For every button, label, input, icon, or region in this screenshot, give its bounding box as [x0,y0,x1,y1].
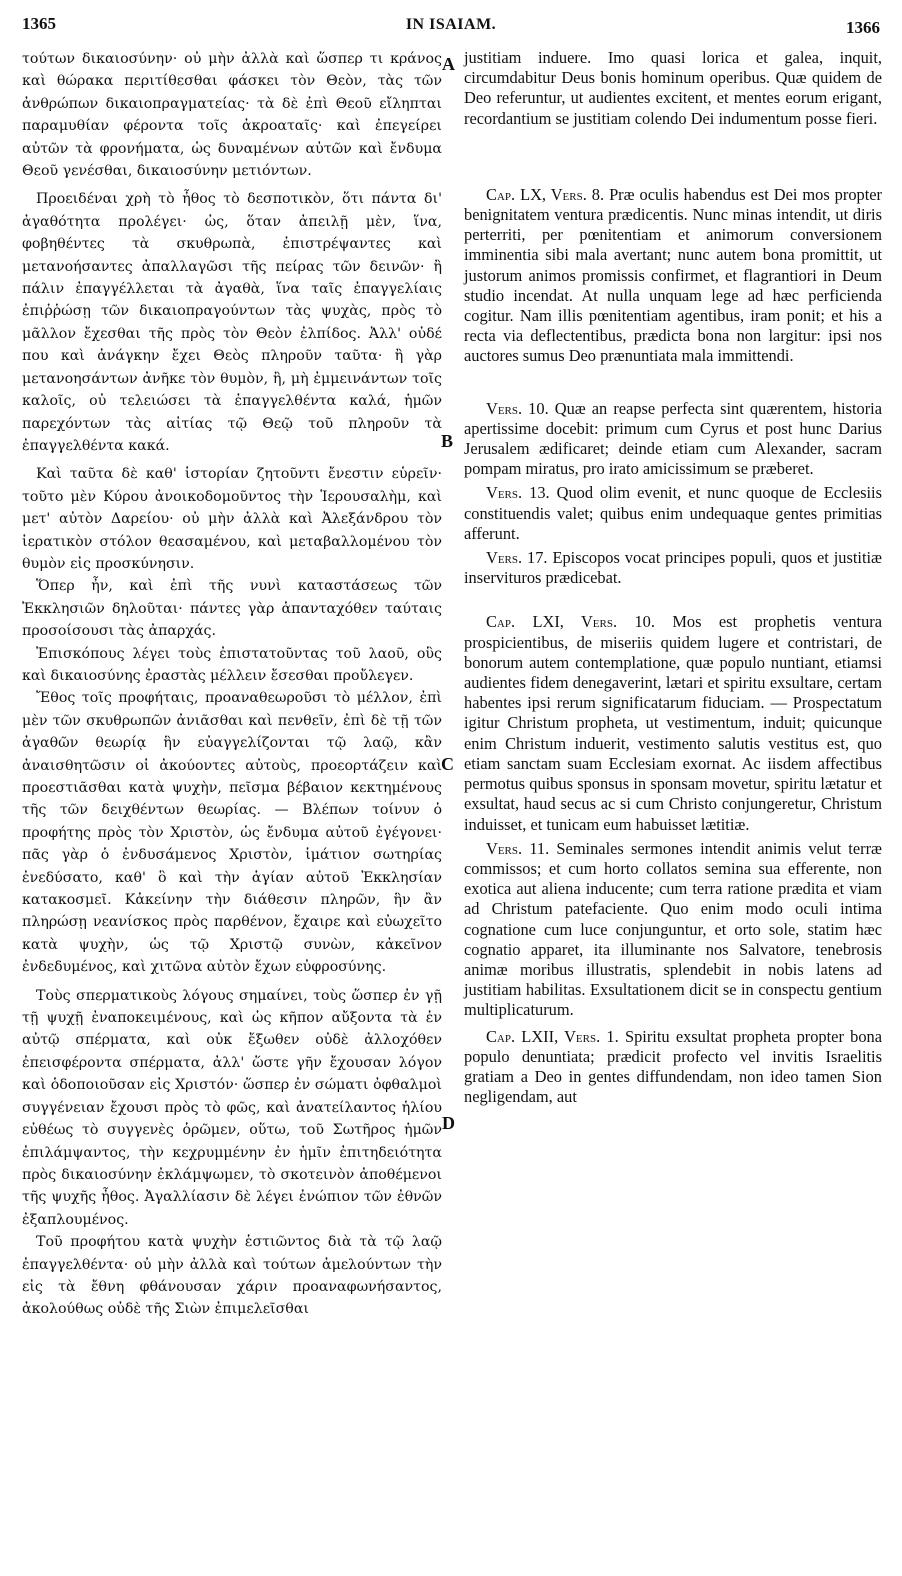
greek-column [22,48,442,1321]
latin-ref: Vers. 11. [486,838,550,858]
latin-ref: Cap. LXII, Vers. 1. [486,1026,619,1046]
margin-letter-c: C [441,754,454,774]
latin-paragraph [464,1027,882,1108]
latin-text: Præ oculis habendus est Dei mos propter benignitatem ventura prædicentis. Nunc minas intendit, ut diris perterriti, per pœnitentiam et animorum conversionem imminentia sibi mala avertant; nunc autem bona promittit, ut justorum animos promissis confirmet, et flagrantiori in Deum studio incendat. At nulla unquam lege ad hæc perficienda cogitur. Nam illis pœnitentiam agentibus, iram ponit; et his a recta via deflectentibus, prædicta bona non largitur: ipsi nos auctores sumus Deo prænuntiata mala immittendi. [464,184,882,366]
latin-text: Seminales sermones intendit animis velut terræ commissos; et cum horto collatos semina sua efferente, non exotica aut aliena inducente; cum terra ratione prædita et viam ad Christum patefaciente. Quo enim modo oculi intima cognatione cum luce conjunguntur, et orto sole, statim hæc cognatio apparet, ita illuminante nos Salvatore, tenebrosis animæ moribus illustratis, splendebit in nobis latens ad justitiam habilitas. Exsultationem dicit se in conspectu gentium multiplicaturum. [464,838,882,1020]
latin-paragraph [464,483,882,544]
latin-paragraph [464,548,882,588]
greek-paragraph: Καὶ ταῦτα δὲ καθ' ἱστορίαν ζητοῦντι ἔνεστιν εὑρεῖν· τοῦτο μὲν Κύρου ἀνοικοδομοῦντος τὴν Ἱερουσαλὴμ, καὶ μετ' αὐτὸν Δαρείου· οὐ μὴν ἀλλὰ καὶ Ἀλεξάνδρου τὸν ἱερατικὸν στόλον θεασαμένου, καὶ μεταβαλλομένου τὸν θυμὸν εἰς προσκύνησιν. [22,466,442,572]
latin-paragraph [464,612,882,834]
margin-letter-a: A [442,54,455,74]
latin-ref: Cap. LX, Vers. 8. [486,184,605,204]
latin-text: justitiam induere. Imo quasi lorica et galea, inquit, circumdabitur Deus bonis hominum operibus. Quæ quidem de Deo referuntur, ut audientes excitent, et mentes eorum erigant, recordantium se justitiam colendo Dei indumentum posse fieri. [464,48,882,128]
running-title: IN ISAIAM. [405,16,497,33]
margin-letter-d: D [442,1113,455,1133]
page-number-right: 1366 [846,18,880,37]
greek-paragraph: τούτων δικαιοσύνην· οὐ μὴν ἀλλὰ καὶ ὥσπερ τι κράνος καὶ θώρακα περιτίθεσθαι φάσκει τὸν Θεὸν, τὰς τῶν ἀνθρώπων δικαιοπραγματείας· τὰ δὲ ἐπὶ Θεοῦ εἴληπται παραμυθίαν φέροντα τοῖς ἀκροαταῖς· καὶ ἐπεγείρει αὐτῶν τὰ φρονήματα, ὡς δυναμένων αὐτῶν καὶ ἔνδυμα Θεοῦ γενέσθαι, δικαιοσύνην μετιόντων. [22,51,442,180]
latin-text: Episcopos vocat principes populi, quos et justitiæ inservituros prædicebat. [464,548,882,588]
latin-paragraph [464,399,882,480]
latin-paragraph [464,839,882,1021]
greek-paragraph: Τοῦ προφήτου κατὰ ψυχὴν ἑστιῶντος διὰ τὰ τῷ λαῷ ἐπαγγελθέντα· οὐ μὴν ἀλλὰ καὶ τούτων ἀμελούντων τὴν εἰς τὰ ἔθνη φθάνουσαν χάριν προαναφωνήσαντος, ἀκολούθως οὐδὲ τῆς Σιὼν ἐπιμελεῖσθαι [22,1234,442,1318]
latin-text: Mos est prophetis ventura prospicientibus, de miseriis quidem lugere et contristari, de bonorum autem contemplatione, quæ populo nuntiant, etiamsi audientes fidem denegaverint, lætari et spiritu exsultare, certam habentes ipsi rerum significatarum fiduciam. — Prospectatum igitur Christum propheta, ut vestimentum, induit; quicunque enim Christum induerit, vestimento salutis vestitus est, quo etiam sanctam suam Ecclesiam exornat. Ac iisdem affectibus permotus quibus sponsus in sponsam movetur, spiritu lætatur et exsultat, haud secus ac si cum Christo conjungeretur, Christum induisset, et tunicam eum habuisset lætitiæ. [464,612,882,834]
latin-paragraph [464,48,882,129]
page-number-left: 1365 [22,14,56,33]
margin-letter-b: B [441,431,454,451]
latin-ref: Vers. 13. [486,483,550,503]
greek-paragraph: Τοὺς σπερματικοὺς λόγους σημαίνει, τοὺς ὥσπερ ἐν γῇ τῇ ψυχῇ ἐναποκειμένους, καὶ ὡς κῆπον αὔξοντα τὰ ἐν αὐτῷ σπέρματα, καὶ οὐκ ἔξωθεν οὐδὲ ἀλλοχόθεν ἐπεισφέροντα σπέρματα, ἀλλ' ὥστε γῆν ἔχουσαν λόγον καὶ ὁδοποιοῦσαν εἰς Χριστόν· ὥσπερ ἐν σώματι ὀφθαλμοὶ συγγένειαν ἔχουσι πρὸς τὸ φῶς, καὶ ἀνατείλαντος ἡλίου εὐθέως τὸ συγγενὲς ὁρῶμεν, οὕτω, τοῦ Σωτῆρος ἡμῶν ἐπιλάμψαντος, τὴν κεχρυμμένην ἐν ἡμῖν ἐπιτηδειότητα πρὸς δικαιοσύνην ἐκλάμψωμεν, τὸ σκοτεινὸν ἀποθέμενοι τῆς ψυχῆς ἦθος. Ἀγαλλίασιν δὲ λέγει ἐνώπιον τῶν ἐθνῶν ἐξαπλουμένος. [22,987,442,1228]
latin-ref: Vers. 10. [486,398,549,418]
greek-paragraph: Προειδέναι χρὴ τὸ ἦθος τὸ δεσποτικὸν, ὅτι πάντα δι' ἀγαθότητα προλέγει· ὡς, ὅταν ἀπειλῇ μὲν, ἵνα, φοβηθέντες τὰ σκυθρωπὰ, ἐπιστρέψαντες καὶ μετανοήσαντες ἀπαλλαγῶσι τῆς πείρας τῶν δεινῶν· ἢ πάλιν ἐπαγγέλλεται τὰ ἀγαθὰ, ἵνα ταῖς ἐπαγγελίαις ἐπιῤῥώσῃ τῶν δικαιοπραγούντων τὰς ψυχὰς, πρὸς τὸ μᾶλλον ἔχεσθαι τῆς πρὸς τὸν Θεὸν ἐλπίδος. Ἀλλ' οὐδέ που καὶ ἀνάγκην ἔχει Θεὸς πληροῦν ταῦτα· ἢ γὰρ μετανοησάντων ἀνῆκε τὸν θυμὸν, ἢ, μὴ ἐμμεινάντων τοῖς καλοῖς, οὐ τελειώσει τὰ ἐπαγγελθέντα καλά, ἡμῶν παρεχόντων τὰς αἰτίας τῷ Θεῷ τοῦ πληροῦν τὰ ἐπαγγελθέντα κακά. [22,191,442,454]
latin-paragraph [464,185,882,367]
latin-text: Spiritu exsultat propheta propter bona populo denuntiata; prædicit profecto vel invitis Israelitis gratiam a Deo in gentes diffundendam, non ideo tamen Sion negligendam, aut [464,1026,882,1107]
greek-paragraph: Ἐπισκόπους λέγει τοὺς ἐπιστατοῦντας τοῦ λαοῦ, οὓς καὶ δικαιοσύνης ἐραστὰς μέλλειν ἔσεσθαι προὔλεγεν. [22,645,442,684]
latin-column [464,48,882,1107]
greek-paragraph: Ὅπερ ἦν, καὶ ἐπὶ τῆς νυνὶ καταστάσεως τῶν Ἐκκλησιῶν δηλοῦται· πάντες γὰρ ἁπανταχόθεν ταύταις προσοίσουσι τὰς ἀπαρχάς. [22,578,442,640]
latin-ref: Vers. 17. [486,548,548,568]
page-header [22,14,880,42]
latin-text: Quæ an reapse perfecta sint quærentem, historia apertissime docebit: primum cum Cyrus et post hunc Darius Jerusalem ædificaret; deinde etiam cum Alexander, sacram pompam miratus, pro irato amicissimum se præberet. [464,398,882,479]
latin-ref: Cap. LXI, Vers. 10. [486,612,655,632]
greek-paragraph: Ἔθος τοῖς προφήταις, προαναθεωροῦσι τὸ μέλλον, ἐπὶ μὲν τῶν σκυθρωπῶν ἀνιᾶσθαι καὶ πενθεῖν, ἐπὶ δὲ τῇ τῶν ἀγαθῶν θεωρίᾳ ἣν εὐαγγελίζονται τῷ λαῷ, κἂν ἀναισθητῶσιν οἱ ἀκούοντες αὐτοὺς, προεορτάζειν καὶ προεστιᾶσθαι κατὰ ψυχὴν, πεῖσμα βέβαιον κεκτημένους τῆς τῶν δειχθέντων θεωρίας. — Βλέπων τοίνυν ὁ προφήτης πρὸς τὸν Χριστὸν, ὡς ἔνδυμα αὐτοῦ ἐγέγονει· πᾶς γὰρ ὁ ἐνδυσάμενος Χριστὸν, ἱμάτιον σωτηρίας ἐνεδύσατο, καθ' ὃ καὶ τὴν ἁγίαν αὐτοῦ Ἐκκλησίαν κατακοσμεῖ. Κἀκείνην τὴν διάθεσιν πληρῶν, ἣν ἂν πληρώσῃ νεανίσκος πρὸς παρθένον, ἔχαιρε καὶ εὐωχεῖτο κατὰ ψυχὴν, ὡς τῷ Χριστῷ συνὼν, κἀκεῖνον ἐνδεδυμένος, καὶ χιτῶνα αὐτὸν ἔχων εὐφροσύνης. [22,690,442,976]
latin-text: Quod olim evenit, et nunc quoque de Ecclesiis constituendis valet; quibus enim undequaque gentes primitias afferunt. [464,483,882,543]
